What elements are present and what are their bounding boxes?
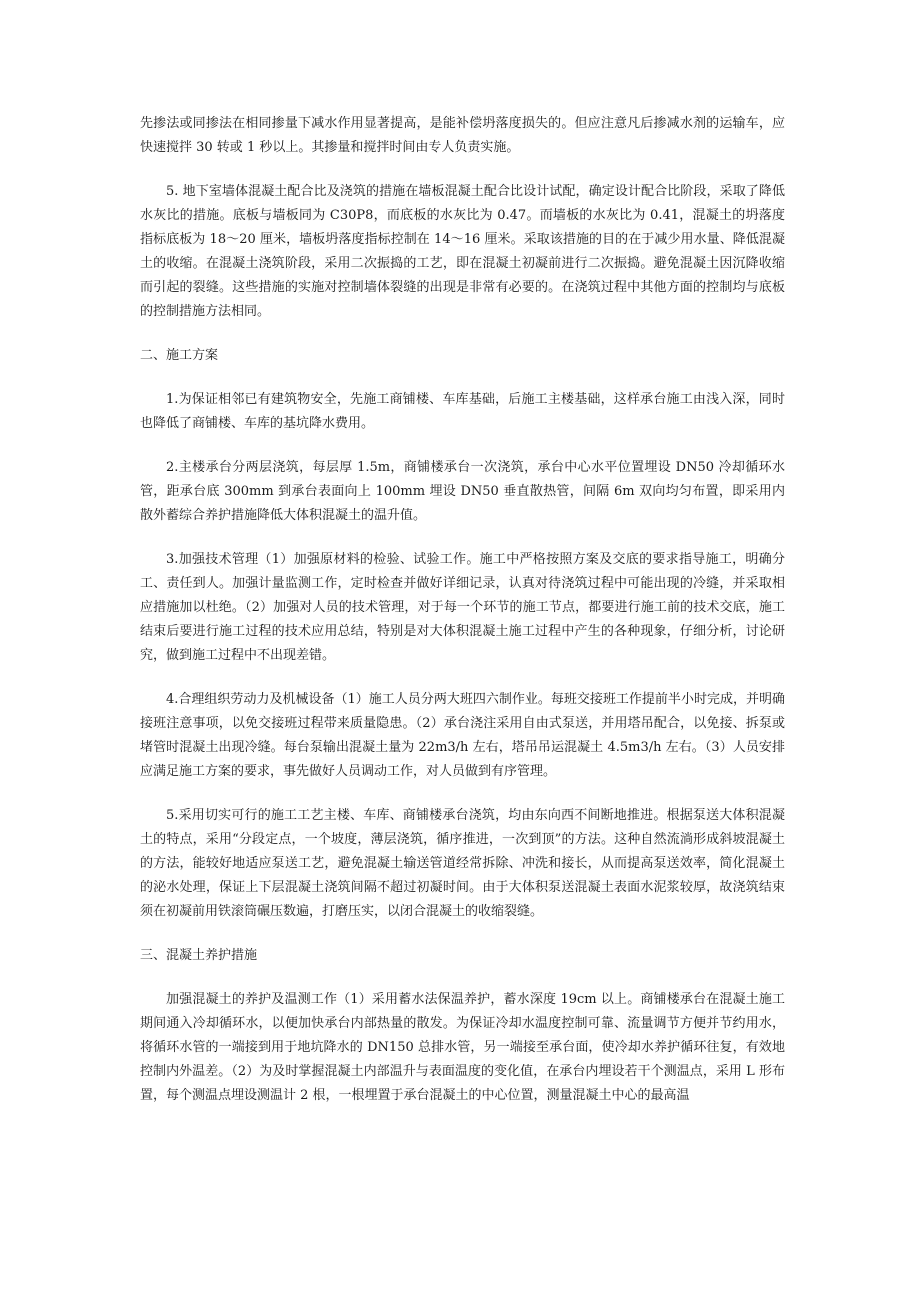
section-heading-curing-measures: 三、混凝土养护措施 [140,948,258,963]
paragraph-plan-2: 2.主楼承台分两层浇筑，每层厚 1.5m，商铺楼承台一次浇筑，承台中心水平位置埋设 DN50 冷却循环水管，距承台底 300mm 到承台表面向上 100mm 埋设 DN50 垂直散热管，间隔 6m 双向均匀布置，即采用内散外蓄综合养护措施降低大体积混凝土的温升值。 [140,460,785,523]
paragraph-continued: 先掺法或同掺法在相同掺量下减水作用显著提高，是能补偿坍落度损失的。但应注意凡后掺减水剂的运输车，应快速搅拌 30 转或 1 秒以上。其掺量和搅拌时间由专人负责实施。 [140,116,785,155]
section-heading-construction-plan: 二、施工方案 [140,348,219,363]
paragraph-curing: 加强混凝土的养护及温测工作（1）采用蓄水法保温养护，蓄水深度 19cm 以上。商铺楼承台在混凝土施工期间通入冷却循环水，以便加快承台内部热量的散发。为保证冷却水温度控制可靠、流量调节方便并节约用水，将循环水管的一端接到用于地坑降水的 DN150 总排水管，另一端接至承台面，使冷却水养护循环往复，有效地控制内外温差。（2）为及时掌握混凝土内部温升与表面温度的变化值，在承台内埋设若干个测温点，采用 L 形布置，每个测温点埋设测温计 2 根，一根埋置于承台混凝土的中心位置，测量混凝土中心的最高温 [140,992,785,1103]
paragraph-wall-mix-measures: 5. 地下室墙体混凝土配合比及浇筑的措施在墙板混凝土配合比设计试配，确定设计配合比阶段，采取了降低水灰比的措施。底板与墙板同为 C30P8，而底板的水灰比为 0.47。而墙板的水灰比为 0.41，混凝土的坍落度指标底板为 18～20 厘米，墙板坍落度指标控制在 14～16 厘米。采取该措施的目的在于减少用水量、降低混凝土的收缩。在混凝土浇筑阶段，采用二次振捣的工艺，即在混凝土初凝前进行二次振捣。避免混凝土因沉降收缩而引起的裂缝。这些措施的实施对控制墙体裂缝的出现是非常有必要的。在浇筑过程中其他方面的控制均与底板的控制措施方法相同。 [140,184,785,319]
document-body [140,112,785,1128]
paragraph-plan-5: 5.采用切实可行的施工工艺主楼、车库、商铺楼承台浇筑，均由东向西不间断地推进。根据泵送大体积混凝土的特点，采用“分段定点，一个坡度，薄层浇筑，循序推进，一次到顶”的方法。这种自然流淌形成斜坡混凝土的方法，能较好地适应泵送工艺，避免混凝土输送管道经常拆除、冲洗和接长，从而提高泵送效率，简化混凝土的泌水处理，保证上下层混凝土浇筑间隔不超过初凝时间。由于大体积泵送混凝土表面水泥浆较厚，故浇筑结束须在初凝前用铁滚筒碾压数遍，打磨压实，以闭合混凝土的收缩裂缝。 [140,808,785,919]
paragraph-plan-4: 4.合理组织劳动力及机械设备（1）施工人员分两大班四六制作业。每班交接班工作提前半小时完成，并明确接班注意事项，以免交接班过程带来质量隐患。（2）承台浇注采用自由式泵送，并用塔吊配合，以免接、拆泵或堵管时混凝土出现冷缝。每台泵输出混凝土量为 22m3/h 左右，塔吊吊运混凝土 4.5m3/h 左右。（3）人员安排应满足施工方案的要求，事先做好人员调动工作，对人员做到有序管理。 [140,692,785,779]
paragraph-plan-1: 1.为保证相邻已有建筑物安全，先施工商铺楼、车库基础，后施工主楼基础，这样承台施工由浅入深，同时也降低了商铺楼、车库的基坑降水费用。 [140,392,785,431]
paragraph-plan-3: 3.加强技术管理（1）加强原材料的检验、试验工作。施工中严格按照方案及交底的要求指导施工，明确分工、责任到人。加强计量监测工作，定时检查并做好详细记录，认真对待浇筑过程中可能出现的冷缝，并采取相应措施加以杜绝。（2）加强对人员的技术管理，对于每一个环节的施工节点，都要进行施工前的技术交底，施工结束后要进行施工过程的技术应用总结，特别是对大体积混凝土施工过程中产生的各种现象，仔细分析，讨论研究，做到施工过程中不出现差错。 [140,552,785,663]
